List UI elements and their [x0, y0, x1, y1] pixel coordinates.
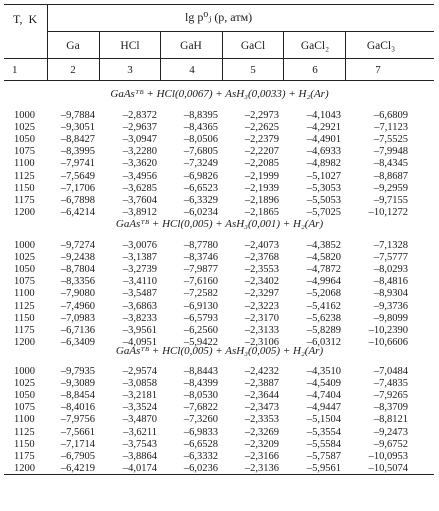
col-head-gah: GaH [180, 40, 202, 52]
value-cell: –5,9561 [306, 462, 341, 474]
temperature-cell: 1025 [14, 122, 35, 134]
value-cell: –7,5777 [373, 252, 408, 264]
value-cell: –7,6805 [183, 146, 218, 158]
temperature-cell: 1075 [14, 276, 35, 288]
value-cell: –4,7872 [306, 264, 341, 276]
value-cell: –5,8289 [306, 324, 341, 336]
temperature-cell: 1075 [14, 146, 35, 158]
temperature-cell: 1150 [14, 182, 35, 194]
header-bottom-rule [4, 58, 434, 59]
value-cell: –9,2438 [60, 252, 95, 264]
value-cell: –8,7804 [60, 264, 95, 276]
temperature-cell: 1000 [14, 240, 35, 251]
temperature-cell: 1100 [14, 158, 35, 170]
value-cell: –5,7025 [306, 206, 341, 218]
column-number-rule [4, 80, 434, 81]
value-cell: –4,0174 [122, 462, 157, 474]
reaction-label: GaAsᵀᴮ + HCl(0,005) + AsH₃(0,001) + H₂(Ar) [115, 218, 324, 230]
value-cell: –5,4162 [306, 300, 341, 312]
temperature-cell: 1100 [14, 414, 35, 426]
col-head-gacl3: GaCl₃ [366, 40, 396, 52]
value-cell: –8,8687 [373, 170, 408, 182]
value-cell: –8,8121 [373, 414, 408, 426]
value-cell: –6,5793 [183, 312, 218, 324]
value-cell: –2,9574 [122, 366, 157, 377]
value-cell: –6,9826 [183, 170, 218, 182]
value-cell: –8,0506 [183, 134, 218, 146]
header-vline-3 [222, 31, 223, 80]
table-row [0, 195, 439, 207]
value-cell: –2,4073 [244, 240, 279, 251]
value-cell: –7,9741 [60, 158, 95, 170]
value-cell: –2,3644 [244, 390, 279, 402]
value-cell: –5,1504 [306, 414, 341, 426]
value-cell: –10,6606 [368, 336, 408, 348]
value-cell: –3,4870 [122, 414, 157, 426]
value-cell: –3,4110 [123, 276, 157, 288]
value-cell: –5,6238 [306, 312, 341, 324]
value-cell: –9,8099 [373, 312, 408, 324]
value-cell: –7,9948 [373, 146, 408, 158]
table-row [0, 378, 439, 390]
table-row [0, 158, 439, 170]
temperature-cell: 1125 [14, 426, 35, 438]
value-cell: –7,1714 [60, 438, 95, 450]
table-row [0, 288, 439, 300]
table-row [0, 134, 439, 146]
value-cell: –7,4835 [373, 378, 408, 390]
temperature-header [13, 12, 37, 27]
value-cell: –2,3209 [244, 438, 279, 450]
value-cell: –2,3136 [244, 462, 279, 474]
table-row [0, 402, 439, 414]
table-row [0, 366, 439, 378]
temperature-cell: 1175 [14, 324, 35, 336]
reaction-label: GaAsᵀᴮ + HCl(0,005) + AsH₃(0,005) + H₂(Ar) [115, 345, 324, 357]
value-cell: –4,5409 [306, 378, 341, 390]
table-row [0, 451, 439, 463]
value-cell: –9,7155 [373, 194, 408, 206]
value-cell: –4,8982 [306, 158, 341, 170]
value-cell: –9,7884 [60, 110, 95, 121]
table-row [0, 313, 439, 325]
header-vline-4 [283, 31, 284, 80]
value-cell: –7,2582 [183, 288, 218, 300]
table-row [0, 146, 439, 158]
value-cell: –2,9637 [122, 122, 157, 134]
col-head-ga: Ga [66, 40, 80, 52]
value-cell: –8,9304 [373, 288, 408, 300]
value-cell: –10,0953 [368, 450, 408, 462]
pressure-super-header: lg p⁰ⱼ (p, атм) [185, 10, 253, 24]
value-cell: –6,9130 [183, 300, 218, 312]
value-cell: –8,3709 [373, 402, 408, 414]
value-cell: –6,2560 [183, 324, 218, 336]
value-cell: –2,3106 [244, 336, 279, 348]
temperature-cell: 1000 [14, 366, 35, 377]
value-cell: –8,4816 [373, 276, 408, 288]
value-cell: –9,2959 [373, 182, 408, 194]
value-cell: –3,5487 [122, 288, 157, 300]
value-cell: –2,1896 [244, 194, 279, 206]
value-cell: –2,3353 [244, 414, 279, 426]
value-cell: –2,3887 [244, 378, 279, 390]
value-cell: –9,3736 [373, 300, 408, 312]
value-cell: –10,2390 [368, 324, 408, 336]
value-cell: –3,6285 [122, 182, 157, 194]
value-cell: –3,7604 [122, 194, 157, 206]
value-cell: –5,3053 [306, 182, 341, 194]
value-cell: –4,3510 [306, 366, 341, 377]
value-cell: –2,3297 [244, 288, 279, 300]
value-cell: –7,4960 [60, 300, 95, 312]
value-cell: –5,1027 [306, 170, 341, 182]
value-cell: –5,3554 [306, 426, 341, 438]
value-cell: –8,3356 [60, 276, 95, 288]
value-cell: –6,3409 [60, 336, 95, 348]
value-cell: –6,0236 [183, 462, 218, 474]
temperature-cell: 1200 [14, 336, 35, 348]
value-cell: –2,3223 [244, 300, 279, 312]
col-number-6: 6 [312, 64, 318, 76]
value-cell: –5,7587 [306, 450, 341, 462]
reaction-label: GaAsᵀᴮ + HCl(0,0067) + AsH₃(0,0033) + H₂(Ar) [110, 88, 329, 100]
value-cell: –5,5584 [306, 438, 341, 450]
value-cell: –8,0530 [183, 390, 218, 402]
table-row [0, 427, 439, 439]
value-cell: –7,1706 [60, 182, 95, 194]
value-cell: –3,3524 [122, 402, 157, 414]
table-row [0, 463, 439, 475]
value-cell: –4,1043 [306, 110, 341, 121]
value-cell: –8,4016 [60, 402, 95, 414]
temperature-cell: 1050 [14, 390, 35, 402]
value-cell: –2,2207 [244, 146, 279, 158]
value-cell: –2,8372 [122, 110, 157, 121]
table-row [0, 264, 439, 276]
value-cell: –2,1939 [244, 182, 279, 194]
value-cell: –7,6160 [183, 276, 218, 288]
value-cell: –2,3402 [244, 276, 279, 288]
value-cell: –8,0293 [373, 264, 408, 276]
value-cell: –3,0076 [122, 240, 157, 251]
table-row [0, 276, 439, 288]
table-row [0, 325, 439, 337]
value-cell: –5,5053 [306, 194, 341, 206]
value-cell: –6,3329 [183, 194, 218, 206]
table-row [0, 414, 439, 426]
value-cell: –4,3852 [306, 240, 341, 251]
temperature-cell: 1150 [14, 438, 35, 450]
value-cell: –2,3133 [244, 324, 279, 336]
value-cell: –9,6752 [373, 438, 408, 450]
value-cell: –2,1999 [244, 170, 279, 182]
header-vline-5 [345, 31, 346, 80]
col-number-1: 1 [12, 64, 18, 76]
value-cell: –3,4956 [122, 170, 157, 182]
value-cell: –7,6822 [183, 402, 218, 414]
value-cell: –8,4399 [183, 378, 218, 390]
value-cell: –5,2068 [306, 288, 341, 300]
value-cell: –3,2280 [122, 146, 157, 158]
value-cell: –9,3051 [60, 122, 95, 134]
temperature-cell: 1125 [14, 300, 35, 312]
temperature-unit: K [28, 12, 38, 26]
temperature-cell: 1150 [14, 312, 35, 324]
value-cell: –7,5525 [373, 134, 408, 146]
value-cell: –2,4232 [244, 366, 279, 377]
temperature-cell: 1050 [14, 134, 35, 146]
value-cell: –6,4214 [60, 206, 95, 218]
table-row [0, 110, 439, 122]
table-row [0, 171, 439, 183]
value-cell: –9,7274 [60, 240, 95, 251]
value-cell: –4,5820 [306, 252, 341, 264]
value-cell: –4,9964 [306, 276, 341, 288]
value-cell: –3,6863 [122, 300, 157, 312]
value-cell: –3,2181 [122, 390, 157, 402]
value-cell: –8,7780 [183, 240, 218, 251]
value-cell: –4,4901 [306, 134, 341, 146]
value-cell: –3,1387 [122, 252, 157, 264]
value-cell: –6,6523 [183, 182, 218, 194]
temperature-cell: 1175 [14, 194, 35, 206]
temperature-cell: 1025 [14, 252, 35, 264]
col-number-7: 7 [375, 64, 381, 76]
table-row [0, 122, 439, 134]
value-cell: –2,1865 [244, 206, 279, 218]
temperature-cell: 1200 [14, 206, 35, 218]
value-cell: –6,4219 [60, 462, 95, 474]
value-cell: –2,2625 [244, 122, 279, 134]
table-row [0, 240, 439, 252]
value-cell: –9,2473 [373, 426, 408, 438]
header-vline-1 [99, 31, 100, 80]
value-cell: –8,3746 [183, 252, 218, 264]
col-number-3: 3 [127, 64, 133, 76]
table-row [0, 301, 439, 313]
value-cell: –2,2379 [244, 134, 279, 146]
value-cell: –7,5661 [60, 426, 95, 438]
value-cell: –8,8427 [60, 134, 95, 146]
value-cell: –3,7543 [122, 438, 157, 450]
col-head-gacl: GaCl [240, 40, 266, 52]
value-cell: –8,8443 [183, 366, 218, 377]
temperature-cell: 1025 [14, 378, 35, 390]
value-cell: –2,3170 [244, 312, 279, 324]
temperature-cell: 1125 [14, 170, 35, 182]
value-cell: –7,1123 [374, 122, 408, 134]
value-cell: –4,2921 [306, 122, 341, 134]
value-cell: –8,3995 [60, 146, 95, 158]
value-cell: –6,6528 [183, 438, 218, 450]
value-cell: –9,7935 [60, 366, 95, 377]
value-cell: –3,6211 [123, 426, 157, 438]
col-head-hcl: HCl [120, 40, 140, 52]
value-cell: –7,5649 [60, 170, 95, 182]
value-cell: –2,2085 [244, 158, 279, 170]
value-cell: –8,8395 [183, 110, 218, 121]
value-cell: –6,3332 [183, 450, 218, 462]
value-cell: –3,0858 [122, 378, 157, 390]
value-cell: –6,0312 [306, 336, 341, 348]
value-cell: –10,5074 [368, 462, 408, 474]
value-cell: –4,0951 [122, 336, 157, 348]
value-cell: –3,8912 [122, 206, 157, 218]
value-cell: –7,9265 [373, 390, 408, 402]
table-row [0, 439, 439, 451]
value-cell: –4,6933 [306, 146, 341, 158]
value-cell: –7,1328 [373, 240, 408, 251]
value-cell: –7,3260 [183, 414, 218, 426]
temperature-cell: 1175 [14, 450, 35, 462]
value-cell: –7,9877 [183, 264, 218, 276]
header-vline-2 [160, 31, 161, 80]
temperature-cell: 1050 [14, 264, 35, 276]
value-cell: –2,3473 [244, 402, 279, 414]
value-cell: –6,7136 [60, 324, 95, 336]
value-cell: –8,4345 [373, 158, 408, 170]
table-row [0, 390, 439, 402]
value-cell: –8,4365 [183, 122, 218, 134]
value-cell: –6,0234 [183, 206, 218, 218]
temperature-label: T, [13, 12, 23, 26]
value-cell: –8,8454 [60, 390, 95, 402]
value-cell: –7,0484 [373, 366, 408, 377]
value-cell: –3,0947 [122, 134, 157, 146]
value-cell: –3,8864 [122, 450, 157, 462]
value-cell: –6,9833 [183, 426, 218, 438]
temperature-cell: 1100 [14, 288, 35, 300]
value-cell: –4,7404 [306, 390, 341, 402]
value-cell: –10,1272 [368, 206, 408, 218]
table-row [0, 183, 439, 195]
col-number-5: 5 [250, 64, 256, 76]
header-group-rule [47, 31, 434, 32]
top-rule [4, 4, 434, 5]
value-cell: –2,3166 [244, 450, 279, 462]
value-cell: –2,2973 [244, 110, 279, 121]
temperature-cell: 1200 [14, 462, 35, 474]
value-cell: –7,0983 [60, 312, 95, 324]
value-cell: –3,3620 [122, 158, 157, 170]
value-cell: –3,2739 [122, 264, 157, 276]
value-cell: –2,3768 [244, 252, 279, 264]
table-row [0, 207, 439, 219]
value-cell: –4,9447 [306, 402, 341, 414]
value-cell: –6,6809 [373, 110, 408, 121]
table-row [0, 252, 439, 264]
value-cell: –2,3269 [244, 426, 279, 438]
value-cell: –3,9561 [122, 324, 157, 336]
value-cell: –6,7905 [60, 450, 95, 462]
temperature-cell: 1000 [14, 110, 35, 121]
value-cell: –6,7898 [60, 194, 95, 206]
temperature-cell: 1075 [14, 402, 35, 414]
value-cell: –3,8233 [122, 312, 157, 324]
value-cell: –7,9080 [60, 288, 95, 300]
value-cell: –5,9422 [183, 336, 218, 348]
col-number-2: 2 [70, 64, 76, 76]
value-cell: –7,9756 [60, 414, 95, 426]
value-cell: –7,3249 [183, 158, 218, 170]
value-cell: –2,3553 [244, 264, 279, 276]
value-cell: –9,3089 [60, 378, 95, 390]
col-head-gacl2: GaCl₂ [300, 40, 330, 52]
col-number-4: 4 [189, 64, 195, 76]
